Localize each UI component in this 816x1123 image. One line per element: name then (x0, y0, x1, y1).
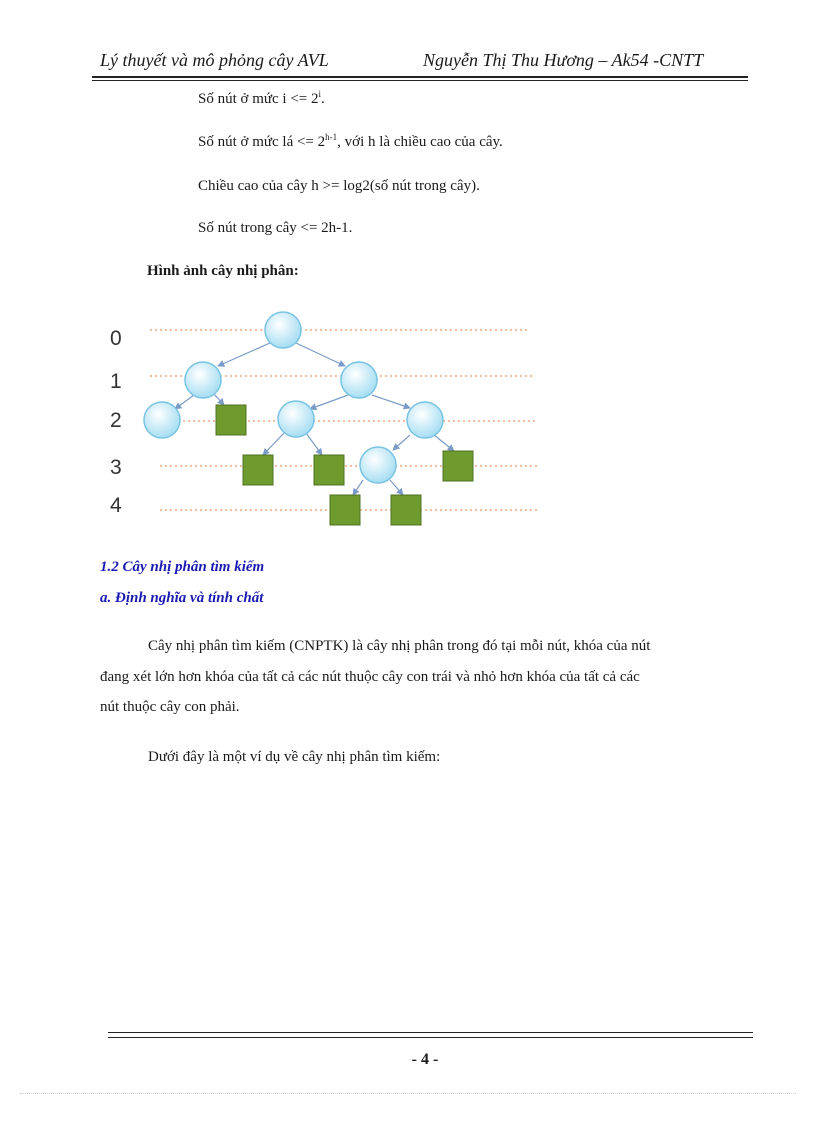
binary-tree-diagram (100, 305, 560, 535)
property-line-4: Số nút trong cây <= 2h-1. (198, 220, 353, 236)
section-title: 1.2 Cây nhị phân tìm kiếm (100, 559, 265, 575)
header-rule-bottom (92, 80, 748, 81)
section-subtitle: a. Định nghĩa và tính chất (100, 590, 264, 606)
header-author: Nguyễn Thị Thu Hương – Ak54 -CNTT (423, 50, 704, 70)
property-line-2: Số nút ở mức lá <= $2^{h-1}$, với h là chiều cao của cây. (198, 132, 503, 150)
page-number: - 4 - (411, 1051, 439, 1068)
level-label-1: 1 (110, 370, 122, 393)
paragraph-1-line-2: đang xét lớn hơn khóa của tất cả các nút thuộc cây con trái và nhỏ hơn khóa của tất cả các (100, 669, 640, 685)
footer-rule-top (108, 1032, 753, 1033)
level-label-2: 2 (110, 409, 122, 432)
level-label-3: 3 (110, 456, 122, 479)
circle-nodes (144, 312, 443, 483)
header-rule-top (92, 76, 748, 78)
paragraph-1-line-1: Cây nhị phân tìm kiếm (CNPTK) là cây nhị phân trong đó tại mỗi nút, khóa của nút (148, 638, 651, 654)
property-line-1: Số nút ở mức $i <= 2^i$. (198, 89, 325, 107)
page-edge-dots (20, 1093, 796, 1094)
property-line-3: Chiều cao của cây h >= log2(số nút trong cây). (198, 178, 480, 194)
footer-rule-bottom (108, 1037, 753, 1038)
level-label-0: 0 (110, 327, 122, 350)
level-label-4: 4 (110, 494, 122, 517)
paragraph-1-line-3: nút thuộc cây con phải. (100, 699, 240, 715)
paragraph-2: Dưới đây là một ví dụ về cây nhị phân tìm kiếm: (148, 749, 441, 765)
header-document-title: Lý thuyết và mô phỏng cây AVL (100, 50, 329, 70)
figure-caption: Hình ảnh cây nhị phân: (147, 263, 299, 279)
